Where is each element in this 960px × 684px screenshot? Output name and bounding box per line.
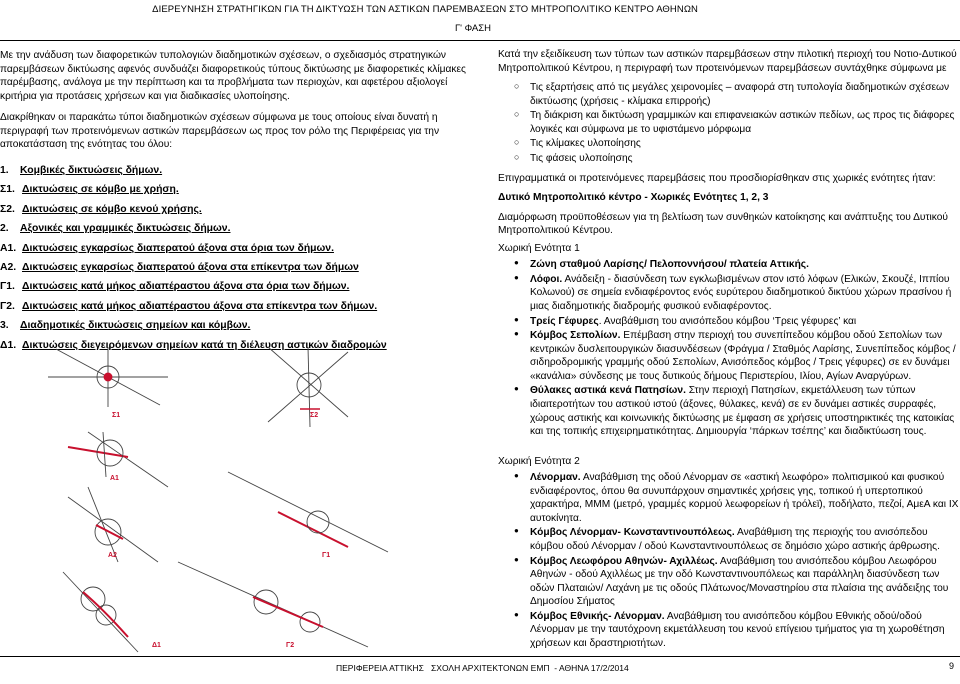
type-item: Α1. Δικτυώσεις εγκαρσίως διαπερατού άξονα στα όρια των δήμων. — [0, 242, 334, 254]
relation-types-list — [0, 164, 474, 353]
diagram-s1 — [48, 347, 168, 407]
diagram-label-s2: Σ2 — [310, 412, 319, 419]
right-intro: Κατά την εξειδίκευση των τύπων των αστικών παρεμβάσεων στην πιλοτική περιοχή του Νοτιο-Δυτικού Μητροπολιτικού Κέντρου, η περιγραφή των προτεινόμενων παρεμβάσεων συντάχθηκε σύμφωνα με — [498, 49, 957, 74]
page-number: 9 — [948, 661, 954, 671]
summary-intro: Επιγραμματικά οι προτεινόμενες παρεμβάσεις που προσδιορίσθηκαν στις χωρικές ενότητες ήταν: — [498, 172, 936, 184]
diagram-label-g1: Γ1 — [322, 552, 331, 559]
unit2-item: ● Κόμβος Λεωφόρου Αθηνών- Αχιλλέως. Αναβάθμιση του ανισόπεδου κόμβου Λεωφόρου Αθηνών - οδού Αχιλλέως με την οδό Κωνσταντινουπόλεως και παράλληλη διασύνδεση των οδών Πλαταιών/ Λαχάνη με τις οδούς Πλάτωνος/Μοναστηρίου στα πλαίσια της ανάδειξης του Δημοσίου Σήματος — [514, 555, 960, 609]
intro-paragraph: Με την ανάδυση των διαφορετικών τυπολογιών διαδημοτικών σχέσεων, ο σχεδιασμός στρατηγικών παρεμβάσεων δικτύωσης αφενός συνδυάζει διαφορετικούς τύπους δικτύωσης με διαφορετικές κλίμακες παρέμβασης, ανάλογα με την περίπτωση και τα προβλήματα των περιοχών, και αφετέρου αξιολογεί κριτήρια για προτάσεις χρήσεων και για διαδικασίες υλοποίησης. — [0, 50, 466, 102]
diagram-a2 — [68, 487, 158, 562]
unit1-item: ● Θύλακες αστικά κενά Πατησίων. Στην περιοχή Πατησίων, εκμετάλλευση των τύπων ιδιαιτεροτήτων του αστικού ιστού (άξονες, θύλακες, κενά) σε εν δυνάμει αστικές συρραφές, χώρους αστικής και κοινωνικής δικτύωσης με έμφαση σε χρήσεις υποστηρικτικές της κατοικίας και της τοπικής επιχειρηματικότητας. Δημιουργία ‘πάρκων τσέπης’ και διαδικτύωση τους. — [514, 384, 960, 438]
criteria-item: ○ Τις φάσεις υλοποίησης — [514, 152, 960, 166]
type-item: Γ1. Δικτυώσεις κατά μήκος αδιαπέραστου άξονα στα όρια των δήμων. — [0, 281, 350, 293]
criteria-item: ○ Τη διάκριση και δικτύωση γραμμικών και επιφανειακών αστικών πεδίων, ως προς τις διάφορες λογικές και σύμφωνα με το υφιστάμενο μόρφωμα — [514, 109, 960, 136]
type-item: Σ2. Δικτυώσεις σε κόμβο κενού χρήσης. — [0, 203, 202, 215]
type-item: Σ1. Δικτυώσεις σε κόμβο με χρήση. — [0, 184, 179, 196]
criteria-item: ○ Τις κλίμακες υλοποίησης — [514, 137, 960, 151]
criteria-list — [514, 81, 960, 165]
unit1-title: Χωρική Ενότητα 1 — [498, 242, 580, 254]
unit1-item: ● Λόφοι. Ανάδειξη - διασύνδεση των εγκλωβισμένων στον ιστό λόφων (Ελικών, Σκουζέ, Ιππίου Κολωνού) σε σημεία ενδιαφέροντος ενός ευρύτερου διαδημοτικού δικτύου χώρων πρασίνου ή μιας διαδημοτικής διαδρομής φυσικού ενδιαφέροντος. — [514, 273, 960, 314]
unit2-item: ● Κόμβος Εθνικής- Λένορμαν. Αναβάθμιση του ανισόπεδου κόμβου Εθνικής οδού/οδού Λένορμαν με την ταυτόχρονη εκμετάλλευση του κενού επίγειου τμήματος για τη χωροθέτηση χρήσεων και δραστηριοτήτων. — [514, 610, 960, 651]
type-item: 1. Κομβικές δικτυώσεις δήμων. — [0, 164, 163, 176]
unit1-item: ● Κόμβος Σεπολίων. Επέμβαση στην περιοχή του συνεπίπεδου κόμβου οδού Σεπολίων των κεντρικών δυσλειτουργικών διασυνδέσεων (Φράγμα / Σταθμός Λαρίσης, Συνεπίπεδος κόμβος / σιδηροδρομικής γραμμής οδού Σεπολίων, Ανισόπεδος κόμβος / Τρεις γέφυρες) σε εν δυνάμει «κανάλια» σύνδεσης με τους δυτικούς δήμους Περιστερίου, Ιλίου, Αγίων Αναργύρων. — [514, 329, 960, 383]
right-column — [498, 48, 960, 657]
types-intro-paragraph: Διακρίθηκαν οι παρακάτω τύποι διαδημοτικών σχέσεων σύμφωνα με τους οποίους είναι δυνατή η περιγραφή των προτεινόμενων αστικών παρεμβάσεων ως προς τον ρόλο της Περιφέρειας για την αποκατάσταση της ενότητας του όλου: — [0, 112, 440, 151]
unit2-item: ● Λένορμαν. Αναβάθμιση της οδού Λένορμαν σε «αστική λεωφόρο» πολιτισμικού και φυσικού ενδιαφέροντος, όπου θα συνυπάρχουν σημαντικές χρήσεις γης, τοπικού ή υπερτοπικού χαρακτήρα, ΜΜΜ (μετρό, γραμμές κορμού λεωφορείων ή τρόλεϊ), ποδήλατο, πεζοί, ΑμεΑ και ΙΧ αυτοκίνητα. — [514, 471, 960, 525]
type-item: Γ2. Δικτυώσεις κατά μήκος αδιαπέραστου άξονα στα επίκεντρα των δήμων. — [0, 300, 378, 312]
diagram-label-s1: Σ1 — [112, 412, 121, 419]
typology-diagrams — [48, 347, 400, 682]
type-item: 3. Διαδημοτικές δικτυώσεις σημείων και κόμβων. — [0, 320, 251, 332]
diagram-label-a1: Α1 — [110, 475, 119, 482]
footer-rule — [0, 656, 960, 657]
unit1-item: ● Τρείς Γέφυρες. Αναβάθμιση του ανισόπεδου κόμβου ‘Τρεις γέφυρες’ και — [514, 315, 960, 329]
diagram-label-a2: Α2 — [108, 552, 117, 559]
diagram-label-d1: Δ1 — [152, 642, 161, 649]
document-header-title: ΔΙΕΡΕΥΝΗΣΗ ΣΤΡΑΤΗΓΙΚΩΝ ΓΙΑ ΤΗ ΔΙΚΤΥΩΣΗ ΤΩΝ ΑΣΤΙΚΩΝ ΠΑΡΕΜΒΑΣΕΩΝ ΣΤΟ ΜΗΤΡΟΠΟΛΙΤΙΚΟ ΚΕΝΤΡΟ ΑΘΗΝΩΝ — [152, 4, 698, 15]
unit2-title: Χωρική Ενότητα 2 — [498, 455, 580, 467]
type-item: Α2. Δικτυώσεις εγκαρσίως διαπερατού άξονα στα επίκεντρα των δήμων — [0, 262, 359, 274]
diagram-label-g2: Γ2 — [286, 642, 295, 649]
unit1-item: ● Ζώνη σταθμού Λαρίσης/ Πελοποννήσου/ πλατεία Αττικής. — [514, 258, 960, 272]
unit2-list — [514, 471, 960, 650]
criteria-item: ○ Τις εξαρτήσεις από τις μεγάλες χειρονομίες – αναφορά στη τυπολογία διαδημοτικών σχέσεων δικτύωσης (χρήσεις - κλίμακα επιρροής) — [514, 81, 960, 108]
type-item: Δ1. Δικτυώσεις διεγειρόμενων σημείων κατά τη διέλευση αστικών διαδρομών — [0, 339, 387, 351]
left-column — [0, 49, 474, 358]
unit1-list — [514, 258, 960, 438]
header-rule — [0, 40, 960, 41]
diagram-s2 — [268, 347, 348, 427]
area-heading: Δυτικό Μητροπολιτικό κέντρο - Χωρικές Ενότητες 1, 2, 3 — [498, 192, 769, 204]
phase-label: Γ' ΦΑΣΗ — [454, 23, 491, 34]
area-description: Διαμόρφωση προϋποθέσεων για τη βελτίωση των συνθηκών κατοίκησης και ανάπτυξης του Δυτικού Μητροπολιτικού Κέντρου. — [498, 211, 948, 237]
diagram-g1 — [228, 472, 388, 552]
footer-text: ΠΕΡΙΦΕΡΕΙΑ ΑΤΤΙΚΗΣ ΣΧΟΛΗ ΑΡΧΙΤΕΚΤΟΝΩΝ ΕΜΠ - ΑΘΗΝΑ 17/2/2014 — [336, 663, 629, 673]
unit2-item: ● Κόμβος Λένορμαν- Κωνσταντινουπόλεως. Αναβάθμιση της περιοχής του ανισόπεδου κόμβου οδού Λένορμαν / οδού Κωνσταντινουπόλεως σε δημόσιο χώρο αστικής άρθρωσης. — [514, 526, 960, 553]
diagram-d1 — [63, 572, 138, 652]
type-item: 2. Αξονικές και γραμμικές δικτυώσεις δήμων. — [0, 223, 231, 235]
diagram-g2 — [178, 562, 368, 647]
